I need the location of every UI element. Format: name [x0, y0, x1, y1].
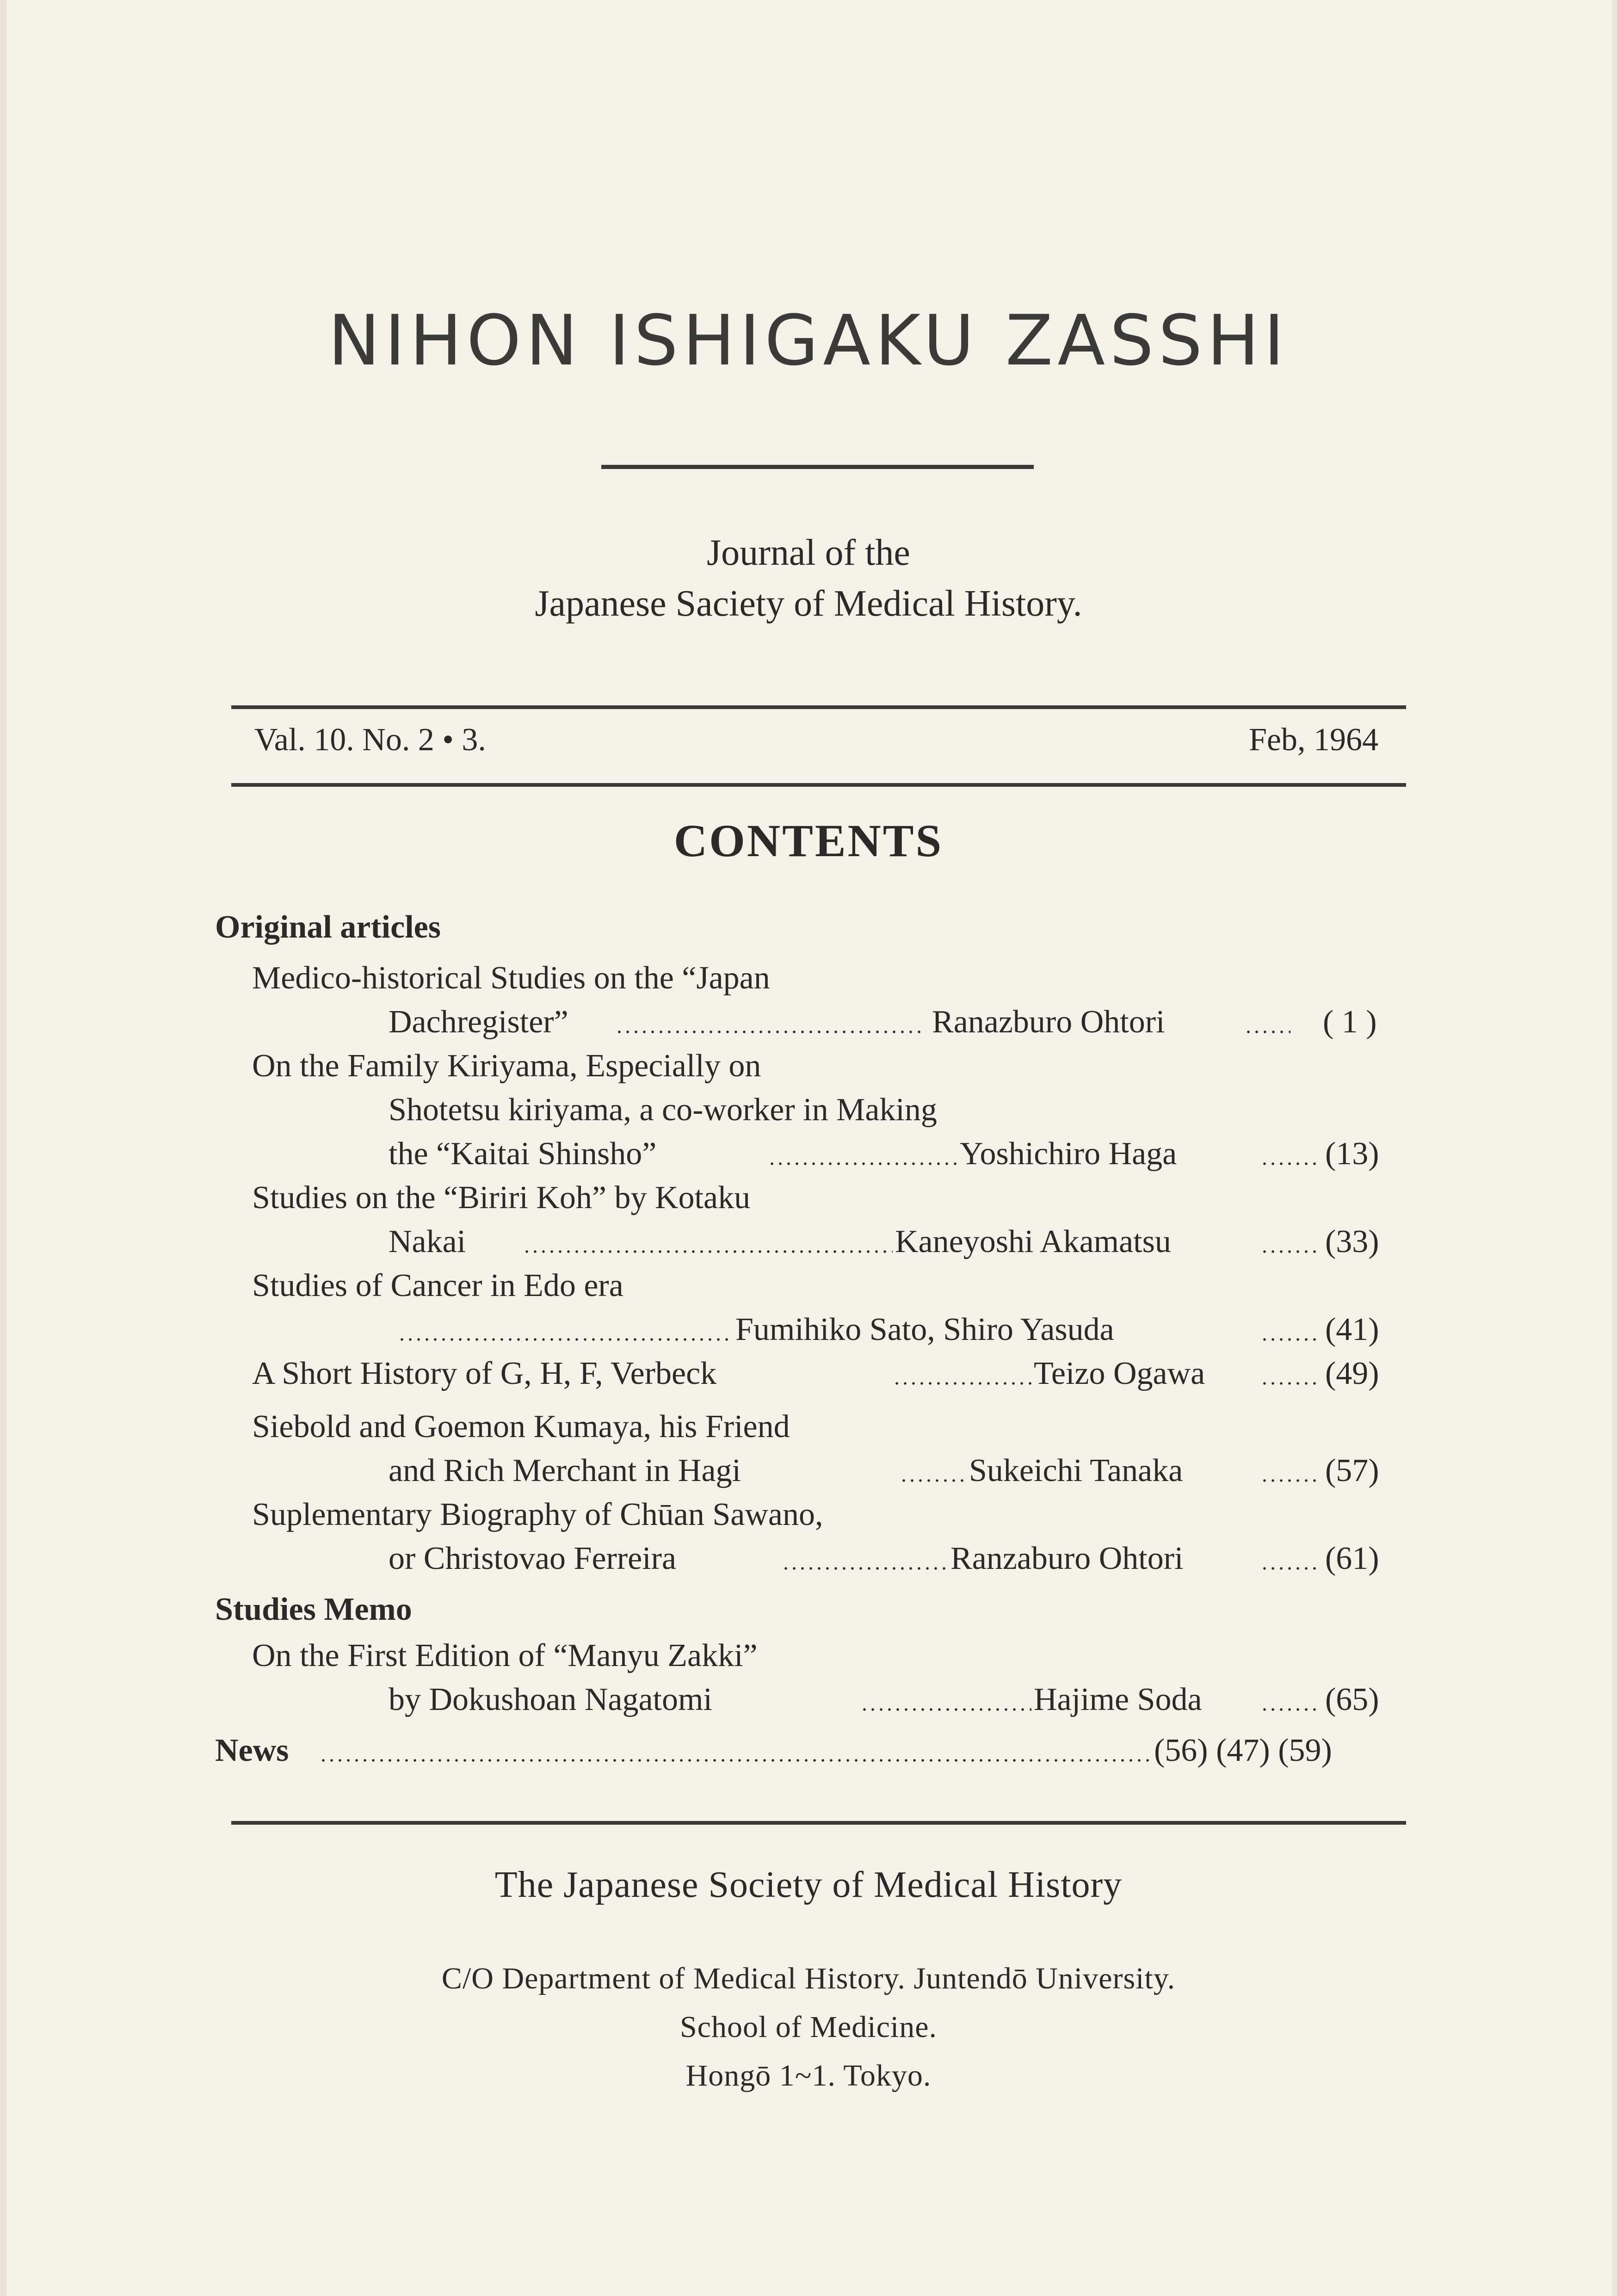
article-7-author: Ranzaburo Ohtori [950, 1541, 1184, 1576]
address-line-2: School of Medicine. [679, 2010, 938, 2044]
toc-entry [0, 1311, 1617, 1358]
memo-1-author: Hajime Soda [1034, 1682, 1202, 1717]
toc-entry [0, 1540, 1617, 1586]
leader-dots [1260, 1249, 1316, 1254]
toc-entry [0, 1355, 1617, 1401]
toc-entry [0, 1223, 1617, 1270]
leader-dots [319, 1758, 1152, 1763]
volume-row [254, 722, 1378, 759]
toc-entry [0, 1136, 1617, 1182]
toc-entry [0, 1004, 1617, 1050]
leader-dots [1260, 1478, 1316, 1483]
section-original-articles: Original articles [215, 909, 441, 945]
leader-dots [1260, 1161, 1316, 1166]
leader-dots [1260, 1381, 1316, 1386]
leader-dots [1244, 1030, 1290, 1034]
article-2-page: (13) [1325, 1136, 1379, 1172]
memo-1-page: (65) [1325, 1682, 1379, 1717]
article-5-title: A Short History of G, H, F, Verbeck [252, 1356, 717, 1391]
article-1-page: ( 1 ) [1323, 1004, 1377, 1040]
address-line-3: Hongō 1~1. Tokyo. [685, 2059, 932, 2092]
title-rule [601, 465, 1034, 469]
section-studies-memo: Studies Memo [215, 1592, 412, 1627]
leader-dots [398, 1337, 731, 1342]
issue-date: Feb, 1964 [1249, 722, 1378, 758]
article-1-title-line-2: Dachregister” [389, 1004, 568, 1040]
article-6-title-line-2: and Rich Merchant in Hagi [389, 1453, 741, 1488]
leader-dots [615, 1030, 925, 1034]
toc-entry [0, 1732, 1617, 1778]
article-6-page: (57) [1325, 1453, 1379, 1488]
leader-dots [860, 1707, 1031, 1712]
article-4-page: (41) [1325, 1312, 1379, 1347]
leader-dots [1260, 1566, 1316, 1571]
article-3-page: (33) [1325, 1224, 1379, 1259]
news-pages: (56) (47) (59) [1154, 1733, 1332, 1768]
memo-1-title-line-2: by Dokushoan Nagatomi [389, 1682, 712, 1717]
memo-1-title-line-1: On the First Edition of “Manyu Zakki” [252, 1638, 758, 1673]
article-2-title-line-3: the “Kaitai Shinsho” [389, 1136, 657, 1172]
leader-dots [523, 1249, 893, 1254]
article-1-title-line-1: Medico-historical Studies on the “Japan [252, 960, 770, 996]
article-1-author: Ranazburo Ohtori [932, 1004, 1165, 1040]
section-news: News [215, 1733, 289, 1768]
article-2-title-line-1: On the Family Kiriyama, Especially on [252, 1048, 761, 1084]
leader-dots [1260, 1337, 1316, 1342]
journal-title: NIHON ISHIGAKU ZASSHI [328, 301, 1289, 381]
toc-entry [0, 1681, 1617, 1728]
article-7-page: (61) [1325, 1541, 1379, 1576]
journal-subtitle-2: Japanese Saciety of Medical History. [535, 583, 1082, 624]
contents-heading: CONTENTS [673, 815, 944, 866]
volume-number: Val. 10. No. 2 • 3. [254, 722, 486, 758]
footer-rule [231, 1821, 1406, 1825]
article-7-title-line-1: Suplementary Biography of Chūan Sawano, [252, 1497, 823, 1532]
article-4-title-line-1: Studies of Cancer in Edo era [252, 1268, 623, 1303]
leader-dots [1260, 1707, 1316, 1712]
article-3-author: Kaneyoshi Akamatsu [895, 1224, 1171, 1259]
article-3-title-line-2: Nakai [389, 1224, 466, 1259]
article-4-author: Fumihiko Sato, Shiro Yasuda [735, 1312, 1114, 1347]
article-2-author: Yoshichiro Haga [960, 1136, 1177, 1172]
article-2-title-line-2: Shotetsu kiriyama, a co-worker in Making [389, 1092, 937, 1128]
leader-dots [768, 1161, 957, 1166]
leader-dots [900, 1478, 964, 1483]
leader-dots [893, 1381, 1031, 1386]
header-rule-top [231, 705, 1406, 709]
society-name: The Japanese Society of Medical History [494, 1864, 1123, 1905]
article-7-title-line-2: or Christovao Ferreira [389, 1541, 677, 1576]
journal-subtitle-1: Journal of the [707, 532, 910, 573]
article-3-title-line-1: Studies on the “Biriri Koh” by Kotaku [252, 1180, 751, 1216]
leader-dots [782, 1566, 948, 1571]
article-5-author: Teizo Ogawa [1034, 1356, 1205, 1391]
header-rule-bottom [231, 783, 1406, 787]
article-5-page: (49) [1325, 1356, 1379, 1391]
toc-entry [0, 1452, 1617, 1499]
article-6-author: Sukeichi Tanaka [969, 1453, 1183, 1488]
address-line-1: C/O Department of Medical History. Juntendō University. [441, 1962, 1176, 1995]
article-6-title-line-1: Siebold and Goemon Kumaya, his Friend [252, 1409, 790, 1444]
